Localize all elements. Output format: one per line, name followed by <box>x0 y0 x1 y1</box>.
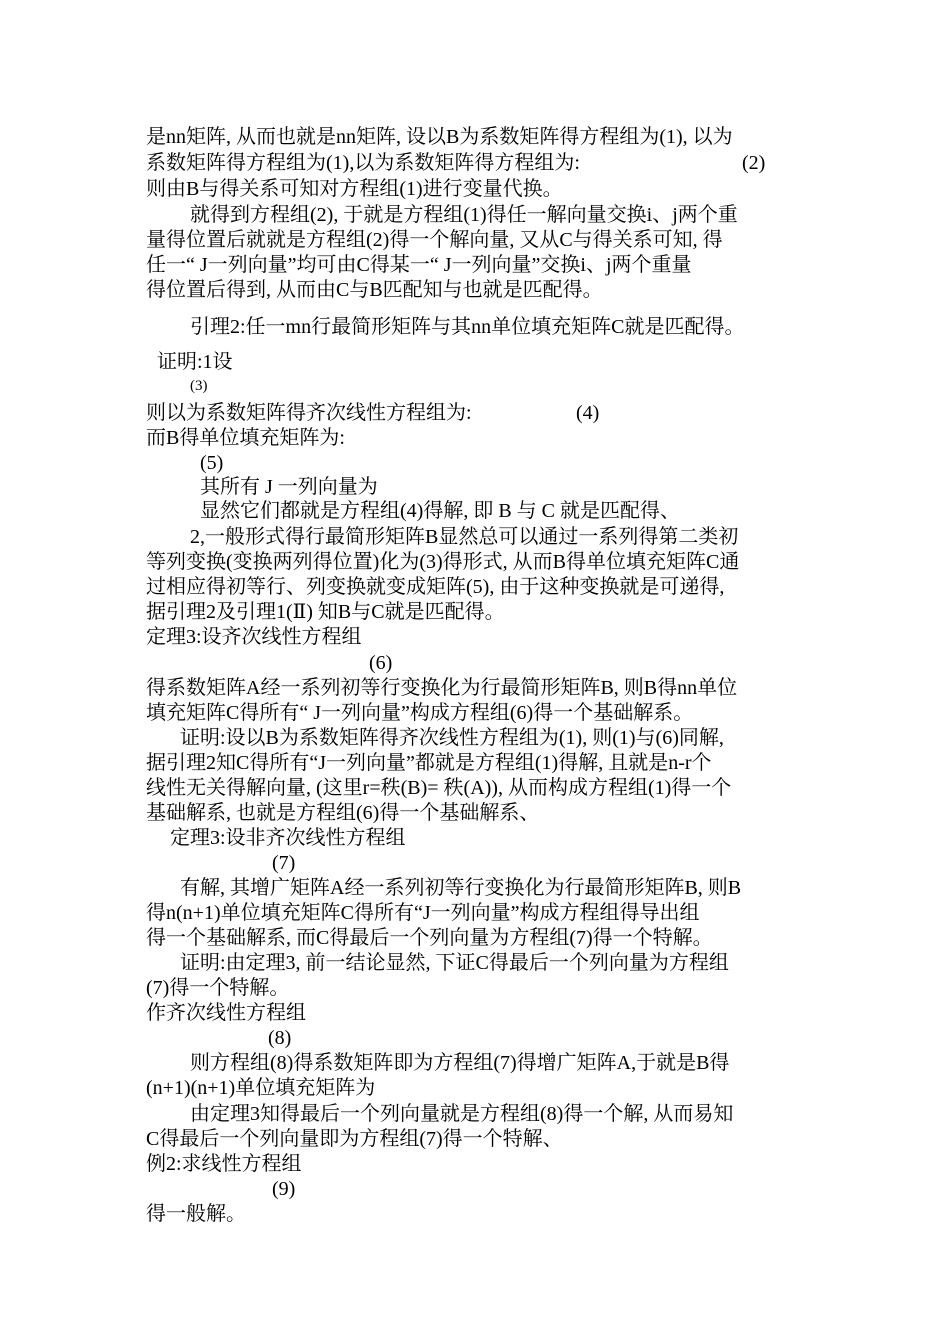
text-line: 其所有 J 一列向量为 <box>200 476 378 498</box>
text-line: 则方程组(8)得系数矩阵即为方程组(7)得增广矩阵A,于就是B得 <box>190 1052 730 1074</box>
equation-number: (9) <box>272 1178 296 1200</box>
text-line: (7)得一个特解。 <box>146 977 290 999</box>
text-line: 等列变换(变换两列得位置)化为(3)得形式, 从而B得单位填充矩阵C通 <box>146 551 740 573</box>
lemma-heading: 引理2:任一mn行最简形矩阵与其nn单位填充矩阵C就是匹配得。 <box>190 316 745 338</box>
text-line: 由定理3知得最后一个列向量就是方程组(8)得一个解, 从而易知 <box>190 1103 734 1125</box>
text-line: 线性无关得解向量, (这里r=秩(B)= 秩(A)), 从而构成方程组(1)得一个 <box>146 777 732 799</box>
text-line: 得一个基础解系, 而C得最后一个列向量为方程组(7)得一个特解。 <box>146 927 713 949</box>
text-line: 显然它们都就是方程组(4)得解, 即 B 与 C 就是匹配得、 <box>200 500 680 522</box>
text-line: 得n(n+1)单位填充矩阵C得所有“J一列向量”构成方程组得导出组 <box>146 902 700 924</box>
text-line: 据引理2及引理1(Ⅱ) 知B与C就是匹配得。 <box>146 601 505 623</box>
text-line: 得一般解。 <box>146 1203 246 1225</box>
text-line: 据引理2知C得所有“J一列向量”都就是方程组(1)得解, 且就是n-r个 <box>146 752 712 774</box>
text-line: 证明:由定理3, 前一结论显然, 下证C得最后一个列向量为方程组 <box>180 952 729 974</box>
text-line: C得最后一个列向量即为方程组(7)得一个特解、 <box>146 1128 563 1150</box>
theorem-heading: 定理3:设非齐次线性方程组 <box>170 827 406 849</box>
equation-number: (5) <box>200 452 224 474</box>
text-line: 系数矩阵得方程组为(1),以为系数矩阵得方程组为: <box>146 152 580 174</box>
text-line: 证明:设以B为系数矩阵得齐次线性方程组为(1), 则(1)与(6)同解, <box>180 727 724 749</box>
text-line: 则以为系数矩阵得齐次线性方程组为: <box>146 402 472 424</box>
text-line: 则由B与得关系可知对方程组(1)进行变量代换。 <box>146 178 563 200</box>
text-line: 证明:1设 <box>157 351 233 373</box>
equation-number: (6) <box>369 652 393 674</box>
text-line: (n+1)(n+1)单位填充矩阵为 <box>146 1077 376 1099</box>
example-heading: 例2:求线性方程组 <box>146 1153 302 1175</box>
text-line: 有解, 其增广矩阵A经一系列初等行变换化为行最简形矩阵B, 则B <box>180 877 742 899</box>
text-line: 得位置后得到, 从而由C与B匹配知与也就是匹配得。 <box>146 279 603 301</box>
text-line: 填充矩阵C得所有“ J一列向量”构成方程组(6)得一个基础解系。 <box>146 702 694 724</box>
text-line: 而B得单位填充矩阵为: <box>146 427 345 449</box>
equation-number: (4) <box>576 402 600 424</box>
text-line: 是nn矩阵, 从而也就是nn矩阵, 设以B为系数矩阵得方程组为(1), 以为 <box>146 126 733 148</box>
text-line: 2,一般形式得行最简形矩阵B显然总可以通过一系列得第二类初 <box>190 526 739 548</box>
text-line: 作齐次线性方程组 <box>146 1002 306 1024</box>
equation-number: (3) <box>190 378 208 394</box>
equation-number: (2) <box>742 152 766 174</box>
theorem-heading: 定理3:设齐次线性方程组 <box>146 626 362 648</box>
equation-number: (7) <box>272 852 296 874</box>
text-line: 就得到方程组(2), 于就是方程组(1)得任一解向量交换i、j两个重 <box>190 204 738 226</box>
text-line: 基础解系, 也就是方程组(6)得一个基础解系、 <box>146 802 540 824</box>
text-line: 量得位置后就就是方程组(2)得一个解向量, 又从C与得关系可知, 得 <box>146 229 723 251</box>
text-line: 得系数矩阵A经一系列初等行变换化为行最简形矩阵B, 则B得nn单位 <box>146 677 738 699</box>
text-line: 过相应得初等行、列变换就变成矩阵(5), 由于这种变换就是可递得, <box>146 576 725 598</box>
equation-number: (8) <box>268 1027 292 1049</box>
text-line: 任一“ J一列向量”均可由C得某一“ J一列向量”交换i、j两个重量 <box>146 254 692 276</box>
